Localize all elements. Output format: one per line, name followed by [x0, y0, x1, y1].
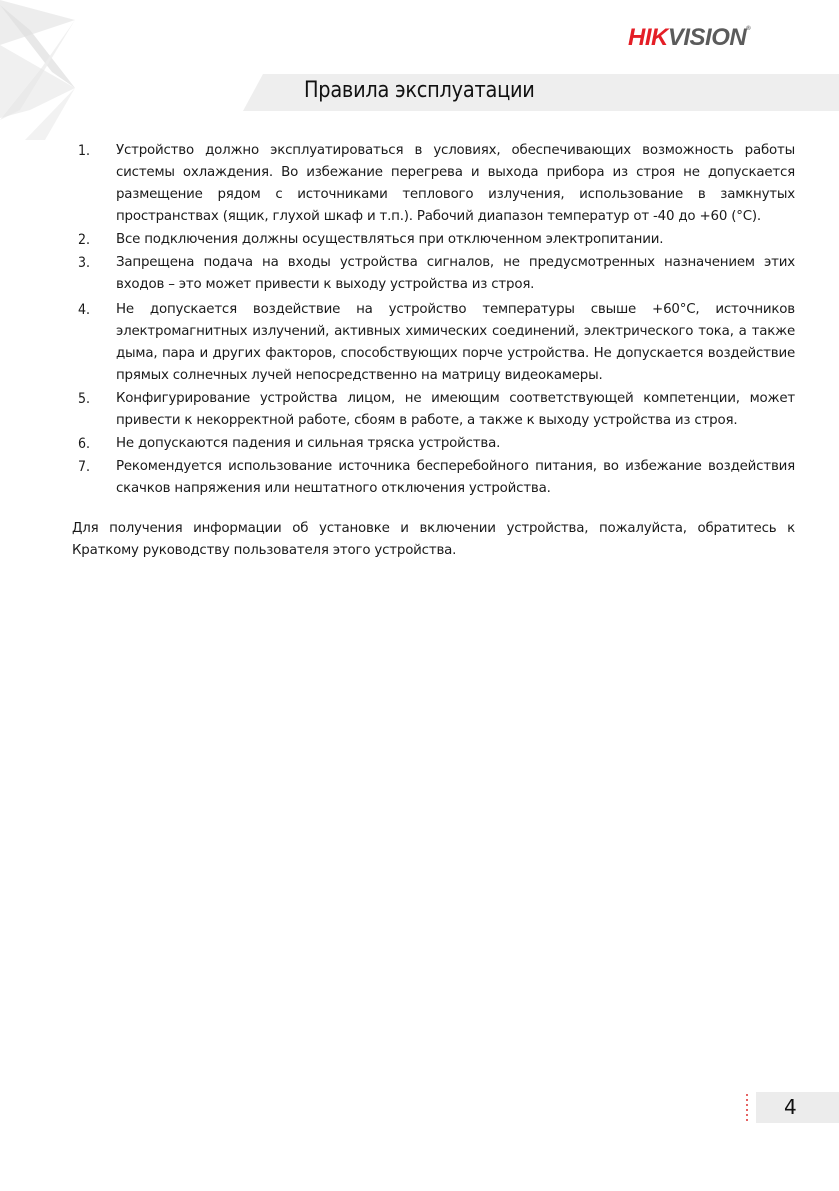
rule-item: [78, 433, 795, 455]
rule-item: [78, 140, 795, 228]
rule-item: [78, 456, 795, 500]
rule-number: 5.: [78, 391, 91, 407]
rule-number: 1.: [78, 143, 91, 159]
hikvision-logo: [628, 26, 750, 50]
rule-text: Все подключения должны осуществляться при отключенном электропитании.: [116, 232, 664, 247]
rule-number: 6.: [78, 436, 91, 452]
rule-item: [78, 252, 795, 296]
rule-text: Рекомендуется использование источника бесперебойного питания, во избежание воздействия скачков напряжения или нештатного отключения устройства.: [116, 459, 795, 496]
rule-number: 2.: [78, 232, 91, 248]
installation-note: Для получения информации об установке и включении устройства, пожалуйста, обратитесь к Краткому руководству пользователя этого устройства.: [72, 521, 795, 558]
decorative-polygon-graphic: [0, 0, 80, 140]
dotted-accent-line: [746, 1094, 749, 1124]
rule-item: [78, 388, 795, 432]
logo-secondary: VISION: [667, 24, 747, 51]
registered-mark: ®: [746, 26, 751, 32]
rule-text: Конфигурирование устройства лицом, не имеющим соответствующей компетенции, может привести к некорректной работе, сбоям в работе, а также к выходу устройства из строя.: [116, 391, 795, 428]
page-number: 4: [784, 1095, 797, 1119]
section-title-banner: [243, 74, 839, 111]
rule-text: Устройство должно эксплуатироваться в условиях, обеспечивающих возможность работы системы охлаждения. Во избежание перегрева и выхода прибора из строя не допускается размещение рядом с источниками теплового излучения, использование в замкнутых пространствах (ящик, глухой шкаф и т.п.). Рабочий диапазон температур от -40 до +60 (°C).: [116, 143, 795, 224]
page-number-box: [756, 1092, 839, 1123]
rule-text: Запрещена подача на входы устройства сигналов, не предусмотренных назначением этих входов – это может привести к выходу устройства из строя.: [116, 255, 795, 292]
rule-number: 4.: [78, 302, 91, 318]
rule-item: [78, 229, 795, 251]
rule-text: Не допускаются падения и сильная тряска устройства.: [116, 436, 501, 451]
rule-number: 7.: [78, 459, 91, 475]
operating-rules-list: [78, 140, 795, 501]
rule-number: 3.: [78, 255, 91, 271]
logo-primary: HIK: [628, 24, 668, 51]
rule-text: Не допускается воздействие на устройство температуры свыше +60°С, источников электромагнитных излучений, активных химических соединений, электрического тока, а также дыма, пара и других факторов, способствующих порче устройства. Не допускается воздействие прямых солнечных лучей непосредственно на матрицу видеокамеры.: [116, 302, 795, 383]
rule-item: [78, 299, 795, 387]
page-title: Правила эксплуатации: [304, 78, 535, 103]
